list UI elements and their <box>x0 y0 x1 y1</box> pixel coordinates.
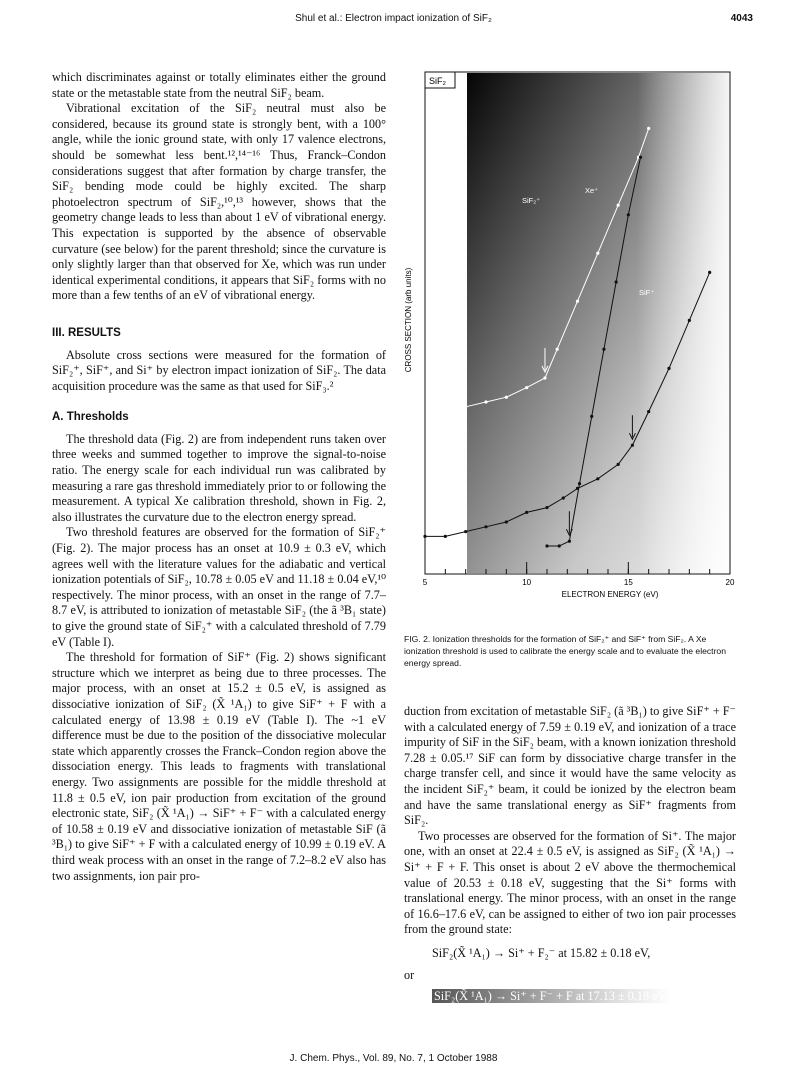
data-point <box>576 487 579 490</box>
data-point <box>590 415 593 418</box>
label-sifplus: SiF⁺ <box>639 288 655 297</box>
equation-2 <box>404 989 736 1005</box>
x-axis-label: ELECTRON ENERGY (eV) <box>561 590 659 599</box>
data-point <box>464 530 467 533</box>
data-point <box>545 506 548 509</box>
right-column <box>404 704 736 1005</box>
data-point <box>639 156 642 159</box>
x-tick-label: 20 <box>725 578 735 587</box>
data-point <box>505 396 508 399</box>
running-header: Shul et al.: Electron impact ionization of SiF₂ <box>295 13 492 24</box>
x-tick-label: 5 <box>422 578 428 587</box>
data-point <box>688 319 691 322</box>
left-column <box>52 70 386 884</box>
data-point <box>627 213 630 216</box>
paragraph: Two threshold features are observed for the formation of SiF₂⁺ (Fig. 2). The major process has an onset at 10.9 ± 0.3 eV, which agrees well with the literature values for the adiabatic and vertical ionization potentials of SiF₂, 10.78 ± 0.05 eV and 11.18 ± 0.04 eV,¹⁰ respectively. The minor process, with an onset in the range of 7.7–8.7 eV, is attributed to ionization of metastable SiF₂ (the ã ³B₁ state) to give the ground state of SiF₂⁺ with a calculated threshold of 7.79 eV (Table I). <box>52 525 386 649</box>
label-xeplus: Xe⁺ <box>585 186 599 195</box>
data-point <box>525 511 528 514</box>
data-point <box>708 271 711 274</box>
data-point <box>556 348 559 351</box>
section-heading: III. RESULTS <box>52 326 121 339</box>
data-point <box>562 496 565 499</box>
data-point <box>647 410 650 413</box>
paragraph: which discriminates against or totally eliminates either the ground state or the metastable state from the neutral SiF₂ beam. <box>52 70 386 100</box>
data-point <box>631 444 634 447</box>
data-point <box>602 348 605 351</box>
page-number: 4043 <box>730 13 753 24</box>
data-point <box>568 540 571 543</box>
data-point <box>484 525 487 528</box>
data-point <box>464 405 467 408</box>
paragraph: Two processes are observed for the formation of Si⁺. The major one, with an onset at 22.4 ± 0.5 eV, is assigned as SiF₂ (X̃ ¹A₁) → Si⁺ + F + F. This onset is about 2 eV above the thermochemical value of 20.53 ± 0.18 eV, suggesting that the Si⁺ forms with translational energy. The minor process, with an onset in the range of 16.6–17.6 eV, can be assigned to either of two ion pair processes from the ground state: <box>404 828 736 937</box>
figure-caption: FIG. 2. Ionization thresholds for the formation of SiF₂⁺ and SiF⁺ from SiF₂. A Xe ionization threshold is used to calibrate the energy scale and to evaluate the electron energy spread. <box>404 634 726 668</box>
y-axis-label: CROSS SECTION (arb units) <box>404 267 413 373</box>
inset-label: SiF₂ <box>429 76 446 86</box>
data-point <box>615 280 618 283</box>
data-point <box>617 204 620 207</box>
paragraph: Vibrational excitation of the SiF₂ neutral must also be considered, because its ground state is strongly bent, with a 100° angle, while the ionic ground state, with only 17 valence electrons, should be somewhat less bent.¹²,¹⁴⁻¹⁶ Thus, Franck–Condon considerations suggest that after formation by charge transfer, the SiF₂ bending mode could be highly excited. The sharp photoelectron spectrum of SiF₂,¹⁰,¹³ however, shows that the geometry change leads to less than about 1 eV of vibrational energy. This expectation is supported by the absence of observable curvature (see below) for the parent threshold; since the curvature is only slightly larger than that observed for Xe, which was run under identical experimental conditions, it appears that SiF₂ forms with no more than a few tenths of an eV of vibrational energy. <box>52 101 386 303</box>
paragraph: Absolute cross sections were measured for the formation of SiF₂⁺, SiF⁺, and Si⁺ by electron impact ionization of SiF₂. The data acquisition procedure was the same as that used for SiF₃.² <box>52 347 386 393</box>
paragraph: The threshold data (Fig. 2) are from independent runs taken over three weeks and summed together to improve the signal-to-noise ratio. The energy scale for each individual run was calibrated by measuring a rare gas threshold immediately prior to or following the measurement. A typical Xe calibration threshold, shown in Fig. 2, also illustrates the curvature due to the electron energy spread. <box>52 431 386 524</box>
data-point <box>484 400 487 403</box>
x-tick-label: 10 <box>522 578 532 587</box>
data-point <box>505 520 508 523</box>
x-tick-label: 15 <box>623 578 633 587</box>
label-sif2plus: SiF₂⁺ <box>522 196 541 205</box>
data-point <box>558 544 561 547</box>
data-point <box>545 544 548 547</box>
data-point <box>617 463 620 466</box>
paragraph: The threshold for formation of SiF⁺ (Fig. 2) shows significant structure which we interpret as being due to three processes. The major process, with an onset at 15.2 ± 0.5 eV, is assigned as dissociative ionization of SiF₂ (X̃ ¹A₁) to give SiF⁺ + F with a calculated energy of 13.98 ± 0.19 eV (Table I). The ~1 eV difference must be due to the position of the dissociative molecular state which apparently crosses the Franck–Condon region above the dissociation energy. This leads to fragments with translational energy. Two assignments are possible for the middle threshold at 11.8 ± 0.5 eV, ion pair production from excitation of the ground electronic state, SiF₂ (X̃ ¹A₁) → SiF⁺ + F⁻ with a calculated energy of 10.58 ± 0.19 eV and dissociative ionization of metastable SiF (ã ³B₁) to give SiF⁺ + F with a calculated energy of 10.99 ± 0.19 eV. A third weak process with an onset in the range of 7.2–8.2 eV also has two assignments, ion pair pro- <box>52 650 386 883</box>
data-point <box>444 405 447 408</box>
threshold-plot <box>395 60 740 620</box>
subsection-heading: A. Thresholds <box>52 411 129 424</box>
equation-2-text: SiF₂(X̃ ¹A₁) → Si⁺ + F⁻ + F at 17.13 ± 0.18 eV; <box>434 989 669 1004</box>
equation-or: or <box>404 967 415 982</box>
figure-2 <box>395 60 740 620</box>
data-point <box>596 252 599 255</box>
data-point <box>578 482 581 485</box>
data-point <box>525 386 528 389</box>
journal-footer: J. Chem. Phys., Vol. 89, No. 7, 1 October 1988 <box>289 1053 498 1064</box>
data-point <box>543 376 546 379</box>
data-point <box>667 367 670 370</box>
data-point <box>647 127 650 130</box>
data-point <box>596 477 599 480</box>
data-point <box>576 300 579 303</box>
data-point <box>444 535 447 538</box>
paragraph: duction from excitation of metastable SiF₂ (ã ³B₁) to give SiF⁺ + F⁻ with a calculated energy of 7.59 ± 0.19 eV, and ionization of a trace impurity of SiF in the SiF₂ beam, with a known ionization threshold 7.28 ± 0.05.¹⁷ SiF can form by dissociative charge transfer in the charge transfer cell, and since it would have the same velocity as the incident SiF₂⁺ beam, it could be ionized by the electron beam and have the same translational energy as SiF⁺ fragments from SiF₂. <box>404 704 736 828</box>
data-point <box>423 535 426 538</box>
equation-1: SiF₂(X̃ ¹A₁) → Si⁺ + F₂⁻ at 15.82 ± 0.18 eV, <box>432 945 651 960</box>
